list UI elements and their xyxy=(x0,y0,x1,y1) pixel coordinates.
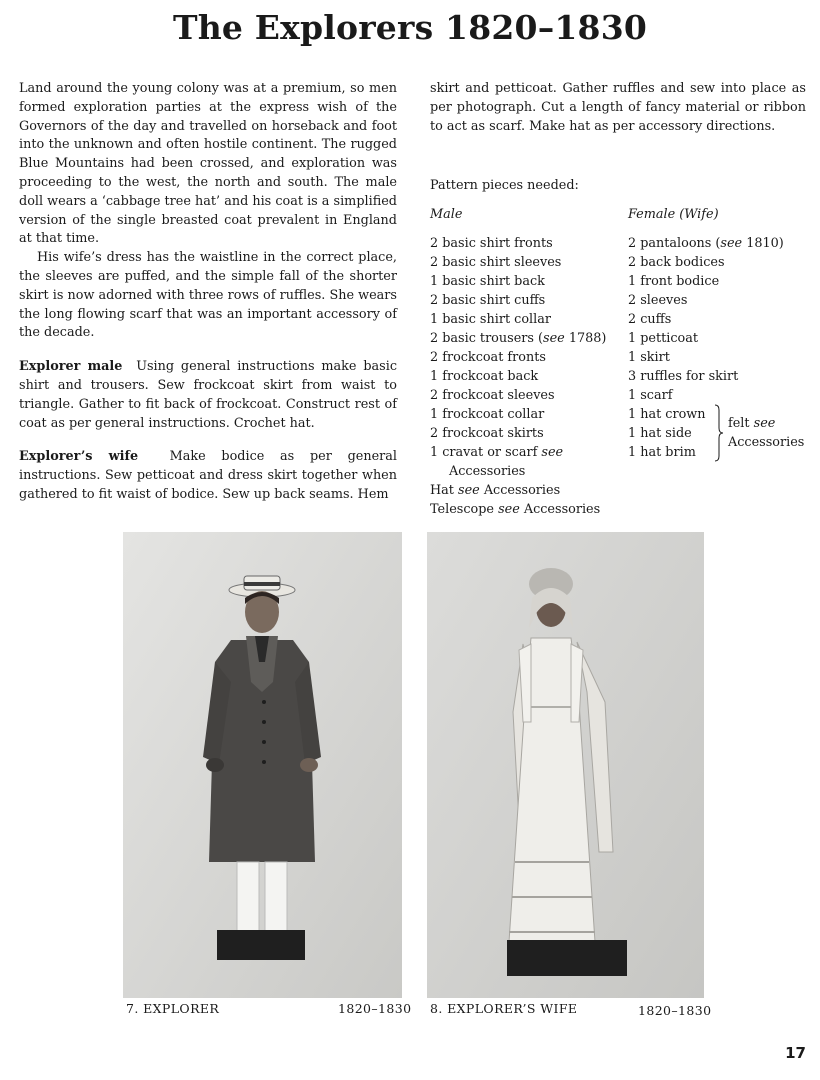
list-item: 2 pantaloons (see 1810) xyxy=(628,236,784,251)
photo-caption-wife: 8. EXPLORER’S WIFE xyxy=(430,1001,578,1016)
list-item: 1 petticoat xyxy=(628,331,698,346)
list-item: 1 basic shirt collar xyxy=(430,312,551,327)
list-item: 2 frockcoat fronts xyxy=(430,350,546,365)
list-item: Hat see Accessories xyxy=(430,483,561,498)
explorer-male-instructions xyxy=(19,358,397,433)
list-item: 2 frockcoat sleeves xyxy=(430,388,555,403)
list-item: 2 back bodices xyxy=(628,255,725,270)
left-column xyxy=(19,80,397,505)
list-item: 1 hat side xyxy=(628,426,692,441)
list-item: Accessories xyxy=(449,464,526,479)
explorer-male-heading: Explorer male xyxy=(19,359,123,375)
list-item: 2 basic shirt sleeves xyxy=(430,255,562,270)
list-item: 2 basic shirt fronts xyxy=(430,236,553,251)
explorer-wife-instructions xyxy=(19,448,397,504)
photo-caption-explorer: 7. EXPLORER xyxy=(126,1001,220,1016)
felt-accessories-note: felt see Accessories xyxy=(728,416,805,450)
list-item: 1 front bodice xyxy=(628,274,720,289)
explorer-doll-photo xyxy=(123,532,402,998)
male-pattern-list xyxy=(430,205,606,519)
list-item: 1 hat crown xyxy=(628,407,706,422)
pattern-pieces-intro: Pattern pieces needed: xyxy=(430,178,579,193)
female-list-header: Female (Wife) xyxy=(628,207,719,222)
explorer-male-text: Using general instructions make basic shirt and trousers. Sew frockcoat skirt from waist to triangle. Gather to fit back of frockcoat. Construct rest of coat as per general instructions. Crochet hat. xyxy=(19,359,397,431)
list-item: 1 basic shirt back xyxy=(430,274,545,289)
list-item: 1 frockcoat back xyxy=(430,369,539,384)
explorer-wife-heading: Explorer’s wife xyxy=(19,449,139,465)
page-number: 17 xyxy=(785,1044,806,1062)
list-item: 1 cravat or scarf see xyxy=(430,445,564,460)
page-title: The Explorers 1820–1830 xyxy=(172,8,648,47)
photo-caption-wife-date: 1820–1830 xyxy=(638,1003,712,1018)
list-item: 1 hat brim xyxy=(628,445,696,460)
list-item: 2 basic trousers (see 1788) xyxy=(430,331,607,346)
explorers-wife-doll-photo xyxy=(427,532,704,998)
list-item: 1 skirt xyxy=(628,350,670,365)
photo-caption-explorer-date: 1820–1830 xyxy=(338,1001,412,1016)
list-item: 3 ruffles for skirt xyxy=(628,369,739,384)
list-item: 2 frockcoat skirts xyxy=(430,426,544,441)
explorer-wife-continued: skirt and petticoat. Gather ruffles and sew into place as per photograph. Cut a length of fancy material or ribbon to act as scarf. Make hat as per accessory directions. xyxy=(430,81,806,134)
male-list-header: Male xyxy=(430,207,463,222)
list-item: 1 frockcoat collar xyxy=(430,407,545,422)
list-item: 2 cuffs xyxy=(628,312,672,327)
list-item: 2 sleeves xyxy=(628,293,688,308)
intro-paragraph-1: Land around the young colony was at a premium, so men formed exploration parties at the express wish of the Governors of the day and travelled on horseback and foot into the unknown and often hostile continent. The rugged Blue Mountains had been crossed, and exploration was proceeding to the west, the north and south. The male doll wears a ‘cabbage tree hat’ and his coat is a simplified version of the single breasted coat prevalent in England at that time. xyxy=(19,81,397,247)
list-item: 1 scarf xyxy=(628,388,673,403)
right-column-text xyxy=(430,80,806,136)
curly-brace-icon xyxy=(712,404,726,462)
list-item: Telescope see Accessories xyxy=(430,502,601,517)
explorer-wife-text: Make bodice as per general instructions. Sew petticoat and dress skirt together when gathered to fit waist of bodice. Sew up back seams. Hem xyxy=(19,449,397,502)
intro-paragraph-2: His wife’s dress has the waistline in the correct place, the sleeves are puffed, and the simple fall of the shorter skirt is now adorned with three rows of ruffles. She wears the long flowing scarf that was an important accessory of the decade. xyxy=(19,250,397,341)
list-item: 2 basic shirt cuffs xyxy=(430,293,546,308)
